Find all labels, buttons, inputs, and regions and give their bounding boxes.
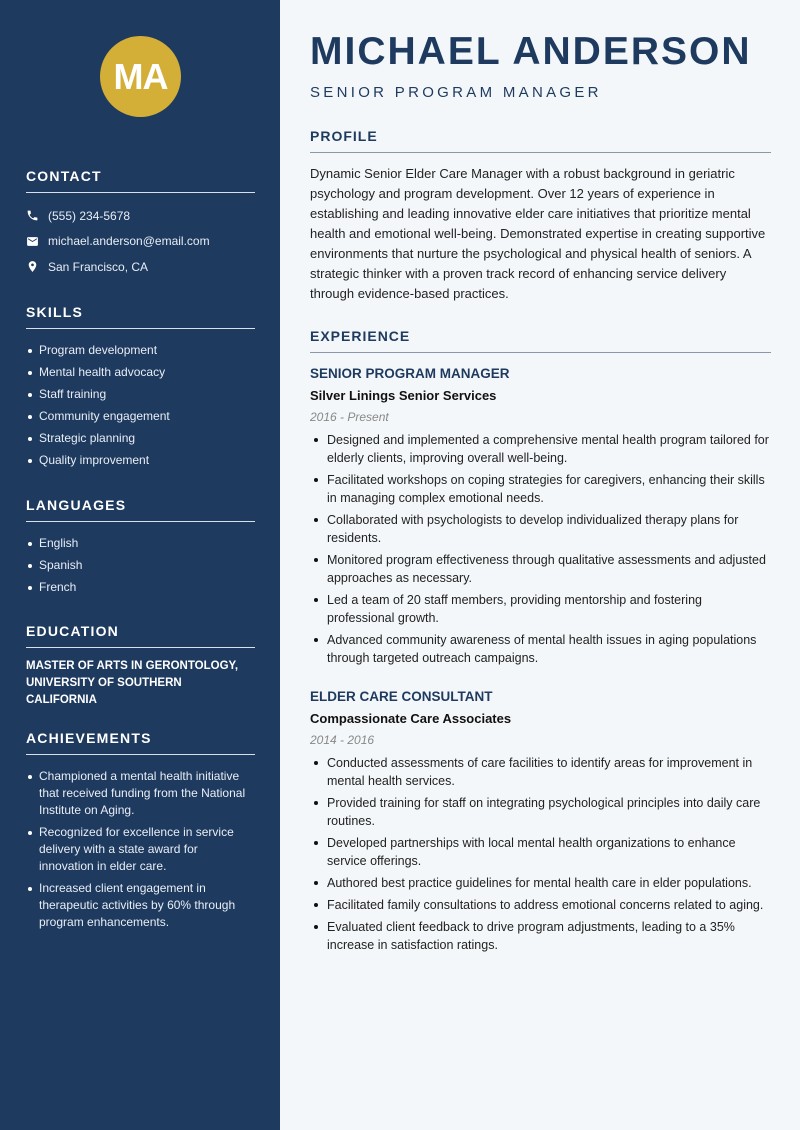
candidate-title: SENIOR PROGRAM MANAGER (310, 84, 602, 101)
contact-section (26, 168, 255, 280)
profile-text: Dynamic Senior Elder Care Manager with a robust background in geriatric psychology and program development. Over 12 years of experience in establishing and leading innovative elder care initiatives that prioritize mental health and emotional well-being. Demonstrated expertise in creating supportive environments that nurture the psychological and physical health of seniors. A strategic thinker with a proven track record of enhancing service delivery through evidence-based practices. (310, 166, 766, 301)
job-bullet: Conducted assessments of care facilities to identify areas for improvement in mental health services. (310, 754, 771, 790)
achievements-section (26, 730, 255, 936)
job-bullet: Facilitated workshops on coping strategies for caregivers, enhancing their skills in managing complex emotional needs. (310, 471, 771, 507)
avatar: MA (100, 36, 181, 117)
contact-location (26, 254, 255, 280)
language-item: Spanish (26, 554, 255, 576)
skill-item: Mental health advocacy (26, 361, 255, 383)
education-section (26, 623, 255, 709)
skill-item: Program development (26, 339, 255, 361)
job-entry (310, 363, 771, 671)
job-title: ELDER CARE CONSULTANT (310, 689, 493, 704)
profile-heading: PROFILE (310, 128, 771, 153)
email-icon (26, 235, 39, 248)
skill-item: Quality improvement (26, 449, 255, 471)
job-bullet: Facilitated family consultations to address emotional concerns related to aging. (310, 896, 771, 914)
language-item: English (26, 532, 255, 554)
candidate-name: MICHAEL ANDERSON (310, 30, 752, 73)
job-title: SENIOR PROGRAM MANAGER (310, 366, 510, 381)
achievement-item: Championed a mental health initiative that received funding from the National Institute on Aging. (26, 768, 255, 819)
language-item: French (26, 576, 255, 598)
job-company: Silver Linings Senior Services (310, 388, 497, 403)
education-degree: MASTER OF ARTS IN GERONTOLOGY, UNIVERSITY OF SOUTHERN CALIFORNIA (26, 660, 239, 706)
job-bullet: Collaborated with psychologists to develop individualized therapy plans for residents. (310, 511, 771, 547)
contact-email (26, 229, 255, 255)
skill-item: Strategic planning (26, 427, 255, 449)
job-dates: 2016 - Present (310, 410, 389, 424)
contact-heading: CONTACT (26, 168, 255, 193)
job-bullet: Advanced community awareness of mental health issues in aging populations through targeted outreach campaigns. (310, 631, 771, 667)
job-bullet: Led a team of 20 staff members, providing mentorship and fostering professional growth. (310, 591, 771, 627)
skill-item: Staff training (26, 383, 255, 405)
job-bullet: Monitored program effectiveness through qualitative assessments and adjusted approaches as necessary. (310, 551, 771, 587)
job-bullet: Authored best practice guidelines for mental health care in elder populations. (310, 874, 771, 892)
job-entry (310, 686, 771, 958)
skills-heading: SKILLS (26, 304, 255, 329)
location-pin-icon (26, 260, 39, 273)
skills-section (26, 304, 255, 471)
job-bullet: Designed and implemented a comprehensive mental health program tailored for elderly clients, improving overall well-being. (310, 431, 771, 467)
achievement-item: Increased client engagement in therapeutic activities by 60% through program enhancements. (26, 880, 255, 931)
phone-icon (26, 209, 39, 222)
location-text: San Francisco, CA (48, 259, 149, 274)
job-bullet: Evaluated client feedback to drive program adjustments, leading to a 35% increase in satisfaction ratings. (310, 918, 771, 954)
job-company: Compassionate Care Associates (310, 711, 512, 726)
job-dates: 2014 - 2016 (310, 733, 375, 747)
achievement-item: Recognized for excellence in service delivery with a state award for innovation in elder care. (26, 824, 255, 875)
achievements-heading: ACHIEVEMENTS (26, 730, 255, 755)
job-bullet: Provided training for staff on integrating psychological principles into daily care routines. (310, 794, 771, 830)
experience-heading: EXPERIENCE (310, 328, 771, 353)
phone-text: (555) 234-5678 (48, 208, 131, 223)
sidebar (0, 0, 280, 1130)
education-heading: EDUCATION (26, 623, 255, 648)
email-text: michael.anderson@email.com (48, 234, 210, 249)
contact-phone (26, 203, 255, 229)
languages-heading: LANGUAGES (26, 497, 255, 522)
job-bullet: Developed partnerships with local mental health organizations to enhance service offerings. (310, 834, 771, 870)
skill-item: Community engagement (26, 405, 255, 427)
languages-section (26, 497, 255, 598)
